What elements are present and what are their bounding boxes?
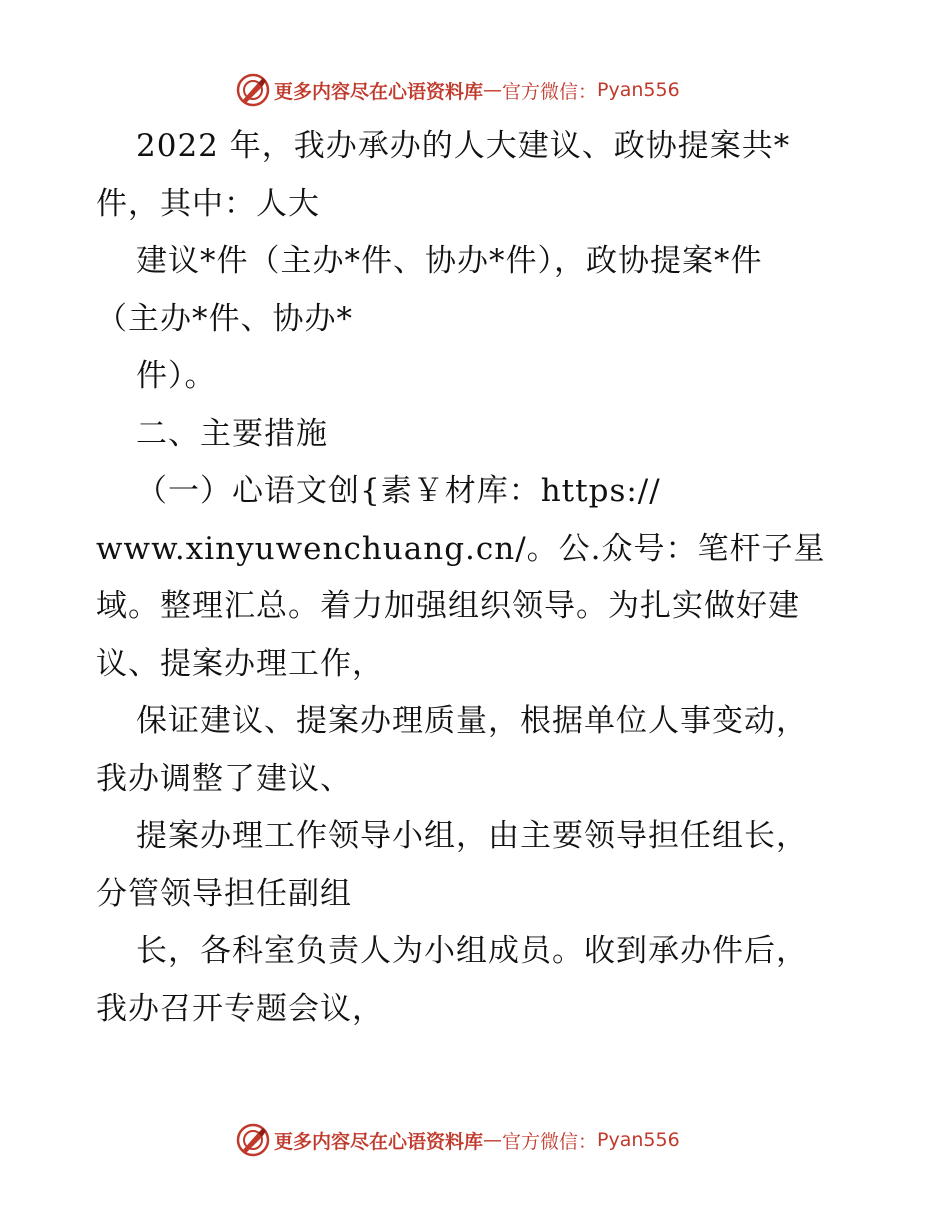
banner-title: 更多内容尽在心语资料库 (274, 80, 484, 103)
text-line: 件，其中：人大 (96, 185, 320, 222)
banner-wechat-label: 官方微信： (502, 80, 598, 103)
text-line: 议、提案办理工作， (96, 645, 384, 682)
banner-separator: — (483, 79, 503, 101)
banner-separator: — (483, 1129, 503, 1151)
text-line: 域。整理汇总。着力加强组织领导。为扎实做好建 (96, 588, 800, 624)
text-line: 长，各科室负责人为小组成员。收到承办件后， (136, 933, 808, 969)
text-line: www.xinyuwenchuang.cn/。公.众号：笔杆子星 (96, 530, 826, 567)
text-line: （主办*件、协办* (96, 300, 353, 337)
banner-title: 更多内容尽在心语资料库 (274, 1130, 484, 1153)
text-line: 件）。 (136, 358, 217, 394)
pen-logo-icon (236, 73, 270, 107)
text-line: 建议*件（主办*件、协办*件），政协提案*件 (136, 243, 763, 279)
text-line: 我办召开专题会议， (96, 990, 384, 1027)
banner-wechat-label: 官方微信： (502, 1130, 598, 1153)
pen-logo-icon (236, 1123, 270, 1157)
header-banner (236, 70, 756, 110)
text-line: （一）心语文创{素￥材库：https:// (136, 473, 661, 509)
footer-banner (236, 1120, 756, 1160)
document-body (96, 118, 856, 1038)
text-line: 保证建议、提案办理质量，根据单位人事变动， (136, 703, 808, 739)
text-line: 提案办理工作领导小组，由主要领导担任组长， (136, 818, 808, 854)
text-line: 分管领导担任副组 (96, 875, 352, 912)
banner-wechat-id: Pyan556 (597, 1129, 680, 1151)
section-heading: 二、主要措施 (136, 415, 328, 452)
banner-wechat-id: Pyan556 (597, 79, 680, 101)
text-line: 我办调整了建议、 (96, 760, 352, 797)
text-line: 2022 年，我办承办的人大建议、政协提案共* (136, 128, 791, 164)
